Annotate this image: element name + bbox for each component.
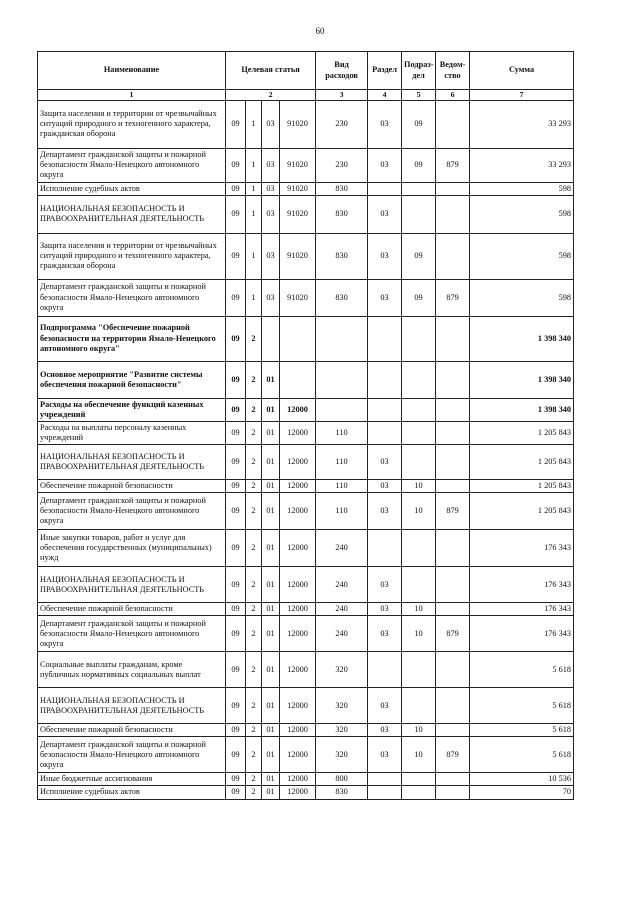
cell-name: Исполнение судебных актов [38, 182, 226, 195]
cell-name: Обеспечение пожарной безопасности [38, 724, 226, 737]
cell-subsection: 10 [402, 493, 436, 530]
header-sum: Сумма [470, 52, 574, 90]
cell-target-event: 01 [262, 724, 280, 737]
cell-section [368, 398, 402, 421]
table-row [38, 148, 574, 182]
cell-target-program: 09 [226, 100, 246, 148]
cell-target-subprogram: 1 [246, 148, 262, 182]
cell-name: НАЦИОНАЛЬНАЯ БЕЗОПАСНОСТЬ И ПРАВООХРАНИТЕЛЬНАЯ ДЕЯТЕЛЬНОСТЬ [38, 445, 226, 480]
cell-target-subprogram: 2 [246, 421, 262, 444]
cell-department [436, 421, 470, 444]
cell-section [368, 773, 402, 786]
cell-expense-type: 230 [316, 148, 368, 182]
cell-subsection [402, 652, 436, 688]
cell-section: 03 [368, 688, 402, 724]
cell-sum: 5 618 [470, 724, 574, 737]
cell-expense-type [316, 316, 368, 361]
cell-subsection [402, 316, 436, 361]
cell-target-direction: 12000 [280, 724, 316, 737]
cell-expense-type [316, 398, 368, 421]
cell-target-program: 09 [226, 480, 246, 493]
budget-table [37, 51, 574, 800]
table-row [38, 100, 574, 148]
cell-target-subprogram: 2 [246, 773, 262, 786]
cell-section: 03 [368, 737, 402, 773]
cell-target-event: 01 [262, 567, 280, 603]
table-row [38, 786, 574, 799]
cell-target-program: 09 [226, 652, 246, 688]
cell-target-event: 01 [262, 603, 280, 616]
cell-subsection [402, 361, 436, 398]
cell-subsection: 10 [402, 480, 436, 493]
table-row [38, 445, 574, 480]
cell-target-event: 01 [262, 493, 280, 530]
cell-target-program: 09 [226, 773, 246, 786]
table-row [38, 773, 574, 786]
cell-department [436, 567, 470, 603]
cell-target-program: 09 [226, 398, 246, 421]
cell-target-direction: 91020 [280, 182, 316, 195]
cell-name: Социальные выплаты гражданам, кроме публичных нормативных социальных выплат [38, 652, 226, 688]
header-section: Раздел [368, 52, 402, 90]
cell-department [436, 724, 470, 737]
column-number: 4 [368, 90, 402, 101]
cell-target-subprogram: 2 [246, 445, 262, 480]
cell-name: Департамент гражданской защиты и пожарной безопасности Ямало-Ненецкого автономного округа [38, 148, 226, 182]
cell-target-event: 03 [262, 195, 280, 233]
table-row [38, 182, 574, 195]
cell-target-subprogram: 2 [246, 688, 262, 724]
cell-expense-type: 320 [316, 652, 368, 688]
cell-target-subprogram: 2 [246, 652, 262, 688]
cell-department [436, 398, 470, 421]
cell-target-event: 01 [262, 530, 280, 567]
cell-subsection: 10 [402, 616, 436, 652]
cell-subsection: 09 [402, 279, 436, 316]
cell-name: Департамент гражданской защиты и пожарной безопасности Ямало-Ненецкого автономного округа [38, 616, 226, 652]
cell-department: 879 [436, 737, 470, 773]
cell-sum: 33 293 [470, 100, 574, 148]
cell-section [368, 361, 402, 398]
cell-sum: 1 398 340 [470, 361, 574, 398]
cell-sum: 1 205 843 [470, 493, 574, 530]
column-number-row [38, 90, 574, 101]
cell-sum: 598 [470, 182, 574, 195]
cell-subsection [402, 421, 436, 444]
cell-target-event: 01 [262, 737, 280, 773]
cell-target-event: 01 [262, 445, 280, 480]
cell-target-program: 09 [226, 603, 246, 616]
cell-target-direction: 12000 [280, 480, 316, 493]
table-row [38, 724, 574, 737]
cell-section [368, 530, 402, 567]
cell-target-direction [280, 361, 316, 398]
cell-target-subprogram: 2 [246, 493, 262, 530]
cell-target-program: 09 [226, 148, 246, 182]
cell-target-program: 09 [226, 724, 246, 737]
column-number: 7 [470, 90, 574, 101]
cell-target-event: 03 [262, 279, 280, 316]
cell-target-program: 09 [226, 786, 246, 799]
table-row [38, 567, 574, 603]
column-number: 2 [226, 90, 316, 101]
cell-sum: 5 618 [470, 652, 574, 688]
table-row [38, 398, 574, 421]
cell-target-direction: 91020 [280, 100, 316, 148]
cell-target-event: 01 [262, 361, 280, 398]
cell-department [436, 100, 470, 148]
cell-target-subprogram: 2 [246, 567, 262, 603]
cell-expense-type: 110 [316, 480, 368, 493]
cell-expense-type: 110 [316, 445, 368, 480]
cell-name: НАЦИОНАЛЬНАЯ БЕЗОПАСНОСТЬ И ПРАВООХРАНИТЕЛЬНАЯ ДЕЯТЕЛЬНОСТЬ [38, 688, 226, 724]
cell-target-direction: 91020 [280, 195, 316, 233]
cell-target-direction: 12000 [280, 398, 316, 421]
cell-expense-type: 240 [316, 530, 368, 567]
cell-section [368, 421, 402, 444]
cell-target-subprogram: 2 [246, 616, 262, 652]
table-row [38, 421, 574, 444]
cell-target-program: 09 [226, 616, 246, 652]
cell-department [436, 652, 470, 688]
table-row [38, 233, 574, 279]
cell-subsection: 09 [402, 100, 436, 148]
table-row [38, 603, 574, 616]
cell-department: 879 [436, 616, 470, 652]
header-department: Ведом- ство [436, 52, 470, 90]
cell-section: 03 [368, 100, 402, 148]
cell-target-program: 09 [226, 361, 246, 398]
cell-target-event: 01 [262, 688, 280, 724]
cell-department [436, 773, 470, 786]
cell-name: Защита населения и территории от чрезвычайных ситуаций природного и техногенного характера, гражданская оборона [38, 100, 226, 148]
cell-name: Основное мероприятие "Развитие системы обеспечения пожарной безопасности" [38, 361, 226, 398]
cell-expense-type: 800 [316, 773, 368, 786]
cell-sum: 598 [470, 279, 574, 316]
table-row [38, 616, 574, 652]
cell-section: 03 [368, 233, 402, 279]
cell-name: НАЦИОНАЛЬНАЯ БЕЗОПАСНОСТЬ И ПРАВООХРАНИТЕЛЬНАЯ ДЕЯТЕЛЬНОСТЬ [38, 195, 226, 233]
cell-department [436, 182, 470, 195]
cell-department: 879 [436, 493, 470, 530]
cell-section [368, 652, 402, 688]
cell-target-event: 01 [262, 773, 280, 786]
cell-target-direction: 12000 [280, 786, 316, 799]
cell-section [368, 316, 402, 361]
cell-target-direction: 12000 [280, 445, 316, 480]
cell-target-direction: 12000 [280, 493, 316, 530]
cell-target-direction: 12000 [280, 603, 316, 616]
cell-subsection: 09 [402, 148, 436, 182]
cell-target-subprogram: 2 [246, 480, 262, 493]
column-number: 3 [316, 90, 368, 101]
cell-target-event: 01 [262, 421, 280, 444]
cell-target-program: 09 [226, 233, 246, 279]
cell-target-subprogram: 2 [246, 603, 262, 616]
cell-target-program: 09 [226, 688, 246, 724]
cell-target-program: 09 [226, 567, 246, 603]
cell-target-event [262, 316, 280, 361]
cell-target-event: 03 [262, 148, 280, 182]
table-row [38, 279, 574, 316]
table-row [38, 316, 574, 361]
cell-target-direction: 12000 [280, 737, 316, 773]
cell-target-event: 03 [262, 100, 280, 148]
header-exp-type: Вид расходов [316, 52, 368, 90]
cell-sum: 1 205 843 [470, 421, 574, 444]
cell-section: 03 [368, 603, 402, 616]
cell-target-direction: 12000 [280, 773, 316, 786]
cell-name: Департамент гражданской защиты и пожарной безопасности Ямало-Ненецкого автономного округа [38, 493, 226, 530]
header-target: Целевая статья [226, 52, 316, 90]
cell-section: 03 [368, 480, 402, 493]
cell-section: 03 [368, 567, 402, 603]
cell-target-subprogram: 2 [246, 398, 262, 421]
table-row [38, 361, 574, 398]
cell-section [368, 786, 402, 799]
cell-name: Иные закупки товаров, работ и услуг для обеспечения государственных (муниципальных) нужд [38, 530, 226, 567]
cell-expense-type: 230 [316, 100, 368, 148]
cell-target-subprogram: 2 [246, 530, 262, 567]
cell-department: 879 [436, 279, 470, 316]
cell-expense-type: 240 [316, 567, 368, 603]
cell-subsection [402, 195, 436, 233]
table-row [38, 652, 574, 688]
table-row [38, 737, 574, 773]
cell-target-direction: 91020 [280, 279, 316, 316]
cell-target-direction: 91020 [280, 148, 316, 182]
table-row [38, 530, 574, 567]
cell-target-direction [280, 316, 316, 361]
cell-target-event: 01 [262, 786, 280, 799]
cell-target-subprogram: 1 [246, 100, 262, 148]
cell-target-event: 01 [262, 652, 280, 688]
cell-section: 03 [368, 148, 402, 182]
cell-sum: 176 343 [470, 567, 574, 603]
cell-section: 03 [368, 616, 402, 652]
cell-target-program: 09 [226, 421, 246, 444]
cell-department [436, 195, 470, 233]
column-number: 1 [38, 90, 226, 101]
cell-target-direction: 12000 [280, 530, 316, 567]
cell-subsection [402, 688, 436, 724]
cell-target-subprogram: 1 [246, 182, 262, 195]
cell-target-subprogram: 2 [246, 316, 262, 361]
cell-target-direction: 12000 [280, 652, 316, 688]
cell-expense-type [316, 361, 368, 398]
cell-name: Обеспечение пожарной безопасности [38, 603, 226, 616]
cell-sum: 1 398 340 [470, 398, 574, 421]
cell-department [436, 480, 470, 493]
cell-name: Департамент гражданской защиты и пожарной безопасности Ямало-Ненецкого автономного округа [38, 737, 226, 773]
cell-expense-type: 240 [316, 603, 368, 616]
cell-expense-type: 110 [316, 493, 368, 530]
header-row [38, 52, 574, 90]
cell-target-program: 09 [226, 445, 246, 480]
cell-sum: 176 343 [470, 603, 574, 616]
cell-expense-type: 320 [316, 737, 368, 773]
cell-target-program: 09 [226, 195, 246, 233]
cell-section: 03 [368, 195, 402, 233]
cell-section: 03 [368, 724, 402, 737]
cell-subsection: 10 [402, 603, 436, 616]
column-number: 5 [402, 90, 436, 101]
cell-sum: 176 343 [470, 530, 574, 567]
cell-section: 03 [368, 279, 402, 316]
cell-target-event: 03 [262, 233, 280, 279]
cell-department [436, 786, 470, 799]
column-number: 6 [436, 90, 470, 101]
cell-target-event: 01 [262, 398, 280, 421]
cell-expense-type: 830 [316, 195, 368, 233]
cell-subsection [402, 786, 436, 799]
cell-department [436, 445, 470, 480]
cell-sum: 1 398 340 [470, 316, 574, 361]
cell-target-event: 03 [262, 182, 280, 195]
cell-subsection [402, 567, 436, 603]
cell-department [436, 316, 470, 361]
cell-subsection: 10 [402, 737, 436, 773]
cell-name: НАЦИОНАЛЬНАЯ БЕЗОПАСНОСТЬ И ПРАВООХРАНИТЕЛЬНАЯ ДЕЯТЕЛЬНОСТЬ [38, 567, 226, 603]
cell-target-program: 09 [226, 182, 246, 195]
cell-expense-type: 830 [316, 182, 368, 195]
cell-target-direction: 12000 [280, 616, 316, 652]
cell-target-subprogram: 2 [246, 724, 262, 737]
cell-target-subprogram: 1 [246, 279, 262, 316]
cell-sum: 1 205 843 [470, 480, 574, 493]
cell-name: Иные бюджетные ассигнования [38, 773, 226, 786]
cell-section [368, 182, 402, 195]
cell-target-program: 09 [226, 279, 246, 316]
cell-expense-type: 830 [316, 279, 368, 316]
cell-target-program: 09 [226, 530, 246, 567]
table-row [38, 480, 574, 493]
cell-name: Обеспечение пожарной безопасности [38, 480, 226, 493]
cell-expense-type: 830 [316, 786, 368, 799]
cell-sum: 10 536 [470, 773, 574, 786]
cell-subsection [402, 445, 436, 480]
cell-department [436, 688, 470, 724]
cell-sum: 598 [470, 233, 574, 279]
cell-department [436, 233, 470, 279]
cell-target-event: 01 [262, 616, 280, 652]
cell-section: 03 [368, 493, 402, 530]
header-name: Наименование [38, 52, 226, 90]
cell-subsection [402, 530, 436, 567]
cell-subsection [402, 398, 436, 421]
cell-expense-type: 830 [316, 233, 368, 279]
cell-name: Департамент гражданской защиты и пожарной безопасности Ямало-Ненецкого автономного округа [38, 279, 226, 316]
cell-sum: 598 [470, 195, 574, 233]
table-row [38, 195, 574, 233]
cell-sum: 5 618 [470, 688, 574, 724]
cell-section: 03 [368, 445, 402, 480]
cell-sum: 1 205 843 [470, 445, 574, 480]
cell-expense-type: 320 [316, 688, 368, 724]
cell-sum: 176 343 [470, 616, 574, 652]
cell-expense-type: 110 [316, 421, 368, 444]
cell-expense-type: 320 [316, 724, 368, 737]
cell-target-event: 01 [262, 480, 280, 493]
cell-sum: 5 618 [470, 737, 574, 773]
cell-target-subprogram: 2 [246, 737, 262, 773]
cell-department [436, 530, 470, 567]
cell-target-direction: 12000 [280, 688, 316, 724]
cell-name: Расходы на выплаты персоналу казенных учреждений [38, 421, 226, 444]
table-row [38, 688, 574, 724]
cell-subsection: 09 [402, 233, 436, 279]
cell-target-direction: 91020 [280, 233, 316, 279]
cell-target-subprogram: 2 [246, 786, 262, 799]
cell-name: Исполнение судебных актов [38, 786, 226, 799]
cell-sum: 70 [470, 786, 574, 799]
page-number: 60 [315, 26, 325, 36]
cell-department: 879 [436, 148, 470, 182]
cell-target-subprogram: 1 [246, 195, 262, 233]
cell-target-direction: 12000 [280, 421, 316, 444]
cell-subsection [402, 773, 436, 786]
cell-sum: 33 293 [470, 148, 574, 182]
cell-department [436, 361, 470, 398]
cell-target-direction: 12000 [280, 567, 316, 603]
cell-name: Расходы на обеспечение функций казенных учреждений [38, 398, 226, 421]
header-subsection: Подраз- дел [402, 52, 436, 90]
cell-target-program: 09 [226, 493, 246, 530]
cell-target-subprogram: 1 [246, 233, 262, 279]
cell-subsection [402, 182, 436, 195]
cell-subsection: 10 [402, 724, 436, 737]
cell-expense-type: 240 [316, 616, 368, 652]
table-row [38, 493, 574, 530]
cell-name: Защита населения и территории от чрезвычайных ситуаций природного и техногенного характера, гражданская оборона [38, 233, 226, 279]
cell-department [436, 603, 470, 616]
cell-name: Подпрограмма "Обеспечение пожарной безопасности на территории Ямало-Ненецкого автономного округа" [38, 316, 226, 361]
cell-target-program: 09 [226, 737, 246, 773]
cell-target-program: 09 [226, 316, 246, 361]
cell-target-subprogram: 2 [246, 361, 262, 398]
